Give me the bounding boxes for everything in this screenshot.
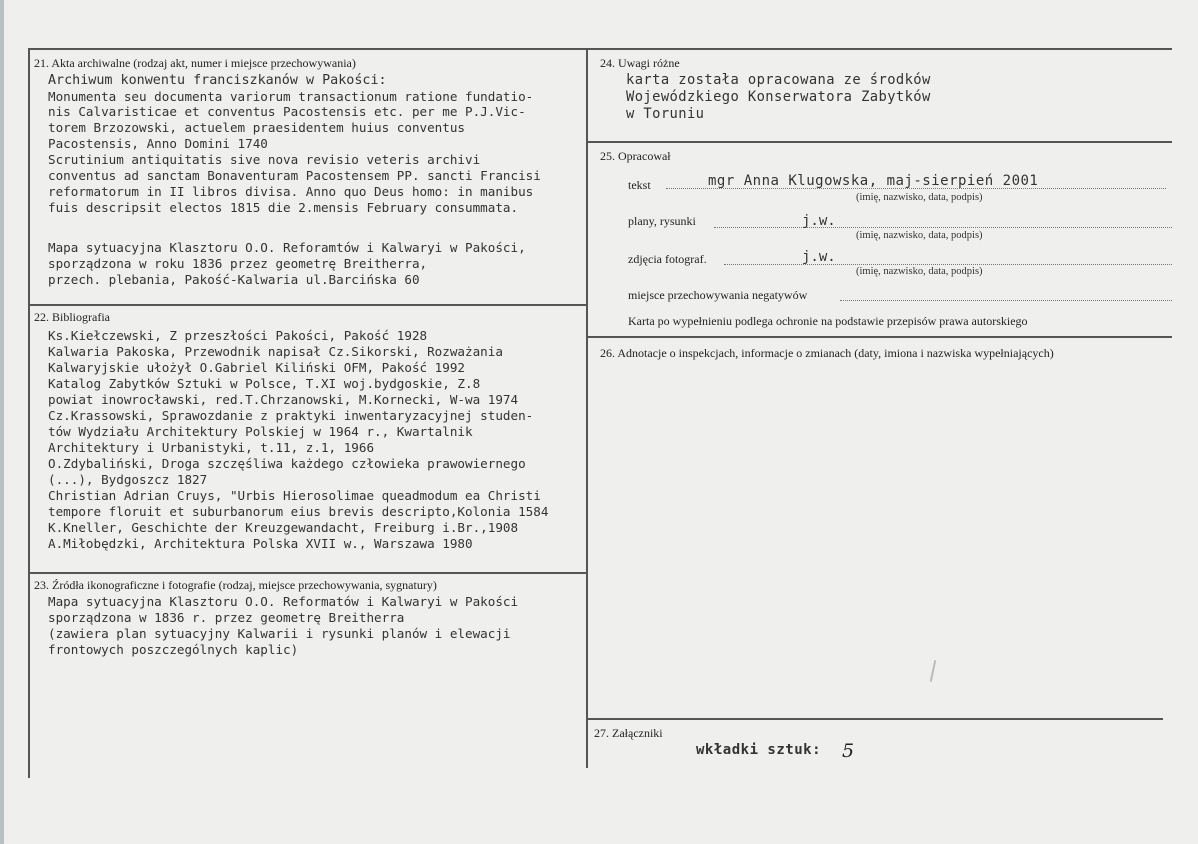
zdjecia-value: j.w. [802, 249, 836, 265]
plany-hint: (imię, nazwisko, data, podpis) [856, 230, 983, 241]
tekst-hint: (imię, nazwisko, data, podpis) [856, 192, 983, 203]
column-divider [586, 48, 588, 768]
top-rule [28, 48, 1172, 50]
s24-line-2: w Toruniu [626, 106, 705, 122]
s21-line-2: nis Calvaristicae et conventus Pacostensis etc. per me P.J.Vic- [48, 104, 526, 119]
s21-line-6: conventus ad sanctam Bonaventuram Pacostensem PP. sancti Francisi [48, 168, 541, 183]
s22-line-0: Ks.Kiełczewski, Z przeszłości Pakości, Pakość 1928 [48, 328, 428, 343]
plany-value: j.w. [802, 213, 836, 229]
s23-line-0: Mapa sytuacyjna Klasztoru O.O. Reformatów i Kalwaryi w Pakości [48, 594, 519, 609]
section-25-label: 25. Opracował [600, 149, 671, 163]
s23-line-2: (zawiera plan sytuacyjny Kalwarii i rysunki planów i elewacji [48, 626, 511, 641]
s22-line-9: (...), Bydgoszcz 1827 [48, 472, 208, 487]
document-card [4, 0, 1198, 844]
tekst-value: mgr Anna Klugowska, maj-sierpień 2001 [708, 173, 1039, 189]
section-26-label: 26. Adnotacje o inspekcjach, informacje o zmianach (daty, imiona i nazwiska wypełniających) [600, 346, 1054, 360]
section-22-label: 22. Bibliografia [34, 310, 110, 324]
tekst-label: tekst [628, 178, 651, 192]
s21-line-1: Monumenta seu documenta variorum transactionum ratione fundatio- [48, 89, 534, 104]
section-24-label: 24. Uwagi różne [600, 56, 680, 70]
left-margin-line [28, 48, 30, 778]
s22-line-2: Kalwaryjskie ułożył O.Gabriel Kiliński OFM, Pakość 1992 [48, 360, 466, 375]
s22-line-12: K.Kneller, Geschichte der Kreuzgewandacht, Freiburg i.Br.,1908 [48, 520, 519, 535]
rule-26-27 [587, 718, 1163, 720]
s22-line-13: A.Miłobędzki, Architektura Polska XVII w., Warszawa 1980 [48, 536, 473, 551]
section-21-label: 21. Akta archiwalne (rodzaj akt, numer i miejsce przechowywania) [34, 56, 356, 70]
rule-24-25 [587, 141, 1172, 143]
s21-line-7: reformatorum in II libros divisa. Anno quo Deus homo: in manibus [48, 184, 534, 199]
s21-line-11: przech. plebania, Pakość-Kalwaria ul.Barcińska 60 [48, 272, 420, 287]
s22-line-5: Cz.Krassowski, Sprawozdanie z praktyki inwentaryzacyjnej studen- [48, 408, 534, 423]
s24-line-0: karta została opracowana ze środków [626, 72, 931, 88]
rule-21-22 [28, 304, 587, 306]
pencil-mark [930, 660, 937, 682]
s21-line-9: Mapa sytuacyjna Klasztoru O.O. Reforamtów i Kalwaryi w Pakości, [48, 240, 526, 255]
plany-label: plany, rysunki [628, 214, 696, 228]
s22-line-4: powiat inowrocławski, red.T.Chrzanowski, M.Kornecki, W-wa 1974 [48, 392, 519, 407]
rule-22-23 [28, 572, 587, 574]
negatywy-label: miejsce przechowywania negatywów [628, 288, 808, 302]
negatywy-dotted-line [840, 300, 1172, 301]
section-27-label: 27. Załączniki [594, 726, 663, 740]
s22-line-11: tempore floruit et suburbanorum eius brevis descripto,Kolonia 1584 [48, 504, 549, 519]
s22-line-3: Katalog Zabytków Sztuki w Polsce, T.XI woj.bydgoskie, Z.8 [48, 376, 481, 391]
attachments-count-handwritten: 5 [842, 740, 855, 762]
zdjecia-dotted-line [724, 264, 1172, 265]
attachments-count-label: wkładki sztuk: [696, 742, 822, 758]
s22-line-10: Christian Adrian Cruys, "Urbis Hierosolimae queadmodum ea Christi [48, 488, 541, 503]
s22-line-8: O.Zdybaliński, Droga szczęśliwa każdego człowieka prawowiernego [48, 456, 526, 471]
section-23-label: 23. Źródła ikonograficzne i fotografie (rodzaj, miejsce przechowywania, sygnatury) [34, 578, 437, 592]
s21-line-5: Scrutinium antiquitatis sive nova revisio veteris archivi [48, 152, 481, 167]
s23-line-1: sporządzona w 1836 r. przez geometrę Breitherra [48, 610, 405, 625]
s24-line-1: Wojewódzkiego Konserwatora Zabytków [626, 89, 931, 105]
rule-25-26 [587, 336, 1172, 338]
s22-line-6: tów Wydziału Architektury Polskiej w 1964 r., Kwartalnik [48, 424, 473, 439]
s21-line-8: fuis descripsit electos 1815 die 2.mensis February consummata. [48, 200, 519, 215]
zdjecia-hint: (imię, nazwisko, data, podpis) [856, 266, 983, 277]
s22-line-7: Architektury i Urbanistyki, t.11, z.1, 1966 [48, 440, 375, 455]
zdjecia-label: zdjęcia fotograf. [628, 252, 707, 266]
plany-dotted-line [714, 227, 1172, 228]
s23-line-3: frontowych poszczególnych kaplic) [48, 642, 299, 657]
s21-line-10: sporządzona w roku 1836 przez geometrę Breitherra, [48, 256, 428, 271]
s21-line-3: torem Brzozowski, actuelem praesidentem huius conventus [48, 120, 466, 135]
s22-line-1: Kalwaria Pakoska, Przewodnik napisał Cz.Sikorski, Rozważania [48, 344, 503, 359]
copyright-note: Karta po wypełnieniu podlega ochronie na podstawie przepisów prawa autorskiego [628, 314, 1028, 328]
s21-line-0: Archiwum konwentu franciszkanów w Pakości: [48, 73, 387, 88]
s21-line-4: Pacostensis, Anno Domini 1740 [48, 136, 268, 151]
